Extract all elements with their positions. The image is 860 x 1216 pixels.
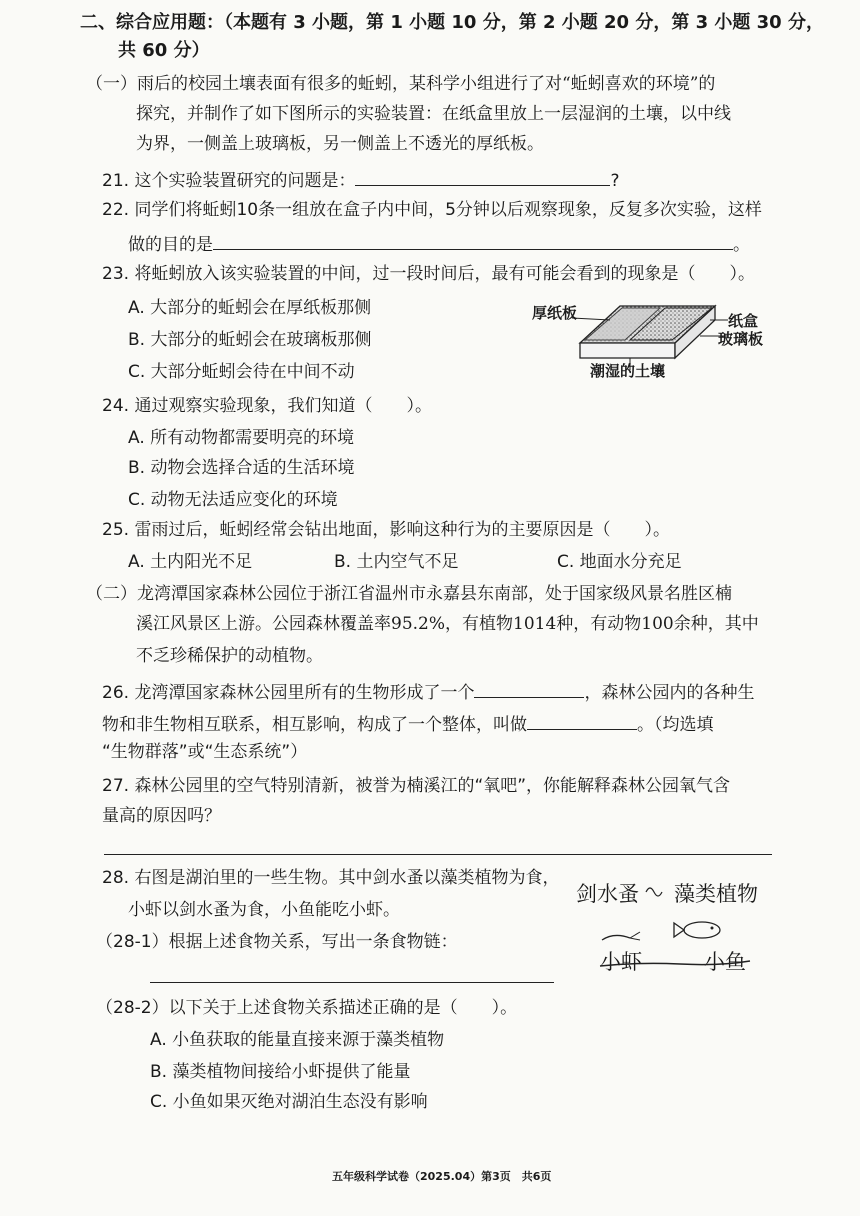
label-shrimp: 小虾: [600, 950, 642, 974]
answer-blank-22[interactable]: [213, 232, 733, 250]
question-23: 23. 将蚯蚓放入该实验装置的中间，过一段时间后，最有可能会看到的现象是（ ）。: [102, 264, 755, 284]
q25-option-a: A. 土内阳光不足: [128, 552, 253, 572]
label-cardboard: 厚纸板: [532, 304, 578, 322]
shrimp-icon: [602, 935, 630, 940]
part1-intro-line2: 探究，并制作了如下图所示的实验装置：在纸盒里放上一层湿润的土壤，以中线: [136, 104, 731, 124]
algae-icon: [646, 888, 662, 896]
question-26-text-b: ，森林公园内的各种生: [584, 683, 755, 703]
part1-intro-line1: （一）雨后的校园土壤表面有很多的蚯蚓，某科学小组进行了对“蚯蚓喜欢的环境”的: [86, 74, 716, 94]
question-22-line1: 22. 同学们将蚯蚓10条一组放在盒子内中间，5分钟以后观察现象，反复多次实验，这样: [102, 200, 762, 220]
answer-blank-26b[interactable]: [527, 712, 637, 730]
question-26-text-d: 。（均选填: [637, 715, 714, 735]
q23-option-c: C. 大部分蚯蚓会待在中间不动: [128, 362, 355, 382]
question-27-line1: 27. 森林公园里的空气特别清新，被誉为楠溪江的“氧吧”，你能解释森林公园氧气含: [102, 776, 731, 796]
part2-intro-line2: 溪江风景区上游。公园森林覆盖率95.2%，有植物1014种，有动物100余种，其中: [136, 614, 759, 634]
question-28-2: （28-2）以下关于上述食物关系描述正确的是（ ）。: [96, 998, 518, 1018]
answer-line-27[interactable]: [104, 854, 772, 855]
q28-option-b: B. 藻类植物间接给小虾提供了能量: [150, 1062, 411, 1082]
page-footer: 五年级科学试卷（2025.04）第3页 共6页: [332, 1170, 552, 1183]
part2-intro-line3: 不乏珍稀保护的动植物。: [136, 646, 323, 666]
question-26-text-c: 物和非生物相互联系，相互影响，构成了一个整体，叫做: [102, 715, 527, 735]
box-front: [580, 343, 675, 358]
label-paper-box: 纸盒: [728, 312, 759, 330]
answer-line-28-1[interactable]: [150, 982, 554, 983]
section-header-line1: 二、综合应用题：（本题有 3 小题，第 1 小题 10 分，第 2 小题 20 分，第 3 小题 30 分，: [80, 12, 824, 33]
question-27-line2: 量高的原因吗？: [102, 806, 221, 826]
question-28-1: （28-1）根据上述食物关系，写出一条食物链：: [96, 932, 458, 952]
lake-organisms-figure: [574, 870, 774, 980]
q24-option-a: A. 所有动物都需要明亮的环境: [128, 428, 355, 448]
question-24: 24. 通过观察实验现象，我们知道（ ）。: [102, 396, 432, 416]
answer-blank-26a[interactable]: [474, 680, 584, 698]
label-fish: 小鱼: [704, 950, 746, 974]
section-header-line2: 共 60 分）: [118, 40, 210, 61]
question-22-line2: [128, 232, 750, 255]
q23-option-b: B. 大部分的蚯蚓会在玻璃板那侧: [128, 330, 372, 350]
question-26-line3: “生物群落”或“生态系统”）: [102, 742, 308, 762]
q25-option-b: B. 土内空气不足: [334, 552, 459, 572]
label-glass: 玻璃板: [718, 330, 764, 348]
part2-intro-line1: （二）龙湾潭国家森林公园位于浙江省温州市永嘉县东南部，处于国家级风景名胜区楠: [86, 584, 732, 604]
q23-option-a: A. 大部分的蚯蚓会在厚纸板那侧: [128, 298, 372, 318]
question-22-end: 。: [733, 235, 750, 255]
answer-blank-21[interactable]: [355, 168, 610, 186]
label-soil: 潮湿的土壤: [590, 362, 666, 380]
question-26-text-a: 26. 龙湾潭国家森林公园里所有的生物形成了一个: [102, 683, 475, 703]
question-26-line1: [102, 680, 754, 703]
label-copepod: 剑水蚤: [576, 882, 639, 906]
q25-option-c: C. 地面水分充足: [557, 552, 682, 572]
question-28-line2: 小虾以剑水蚤为食，小鱼能吃小虾。: [128, 900, 400, 920]
question-28-line1: 28. 右图是湖泊里的一些生物。其中剑水蚤以藻类植物为食，: [102, 868, 560, 888]
question-21-text: 21. 这个实验装置研究的问题是：: [102, 171, 356, 191]
q24-option-c: C. 动物无法适应变化的环境: [128, 490, 338, 510]
question-25: 25. 雷雨过后，蚯蚓经常会钻出地面，影响这种行为的主要原因是（ ）。: [102, 520, 670, 540]
question-22-text: 做的目的是: [128, 235, 213, 255]
experiment-figure: [530, 298, 770, 388]
lake-organisms-drawing: [574, 870, 774, 980]
q28-option-c: C. 小鱼如果灭绝对湖泊生态没有影响: [150, 1092, 428, 1112]
question-21-end: ?: [610, 171, 620, 191]
part1-intro-line3: 为界，一侧盖上玻璃板，另一侧盖上不透光的厚纸板。: [136, 134, 544, 154]
question-26-line2: [102, 712, 714, 735]
q28-option-a: A. 小鱼获取的能量直接来源于藻类植物: [150, 1030, 445, 1050]
fish-icon: [684, 922, 720, 938]
question-21: [102, 168, 619, 191]
q24-option-b: B. 动物会选择合适的生活环境: [128, 458, 355, 478]
label-algae: 藻类植物: [674, 882, 758, 906]
